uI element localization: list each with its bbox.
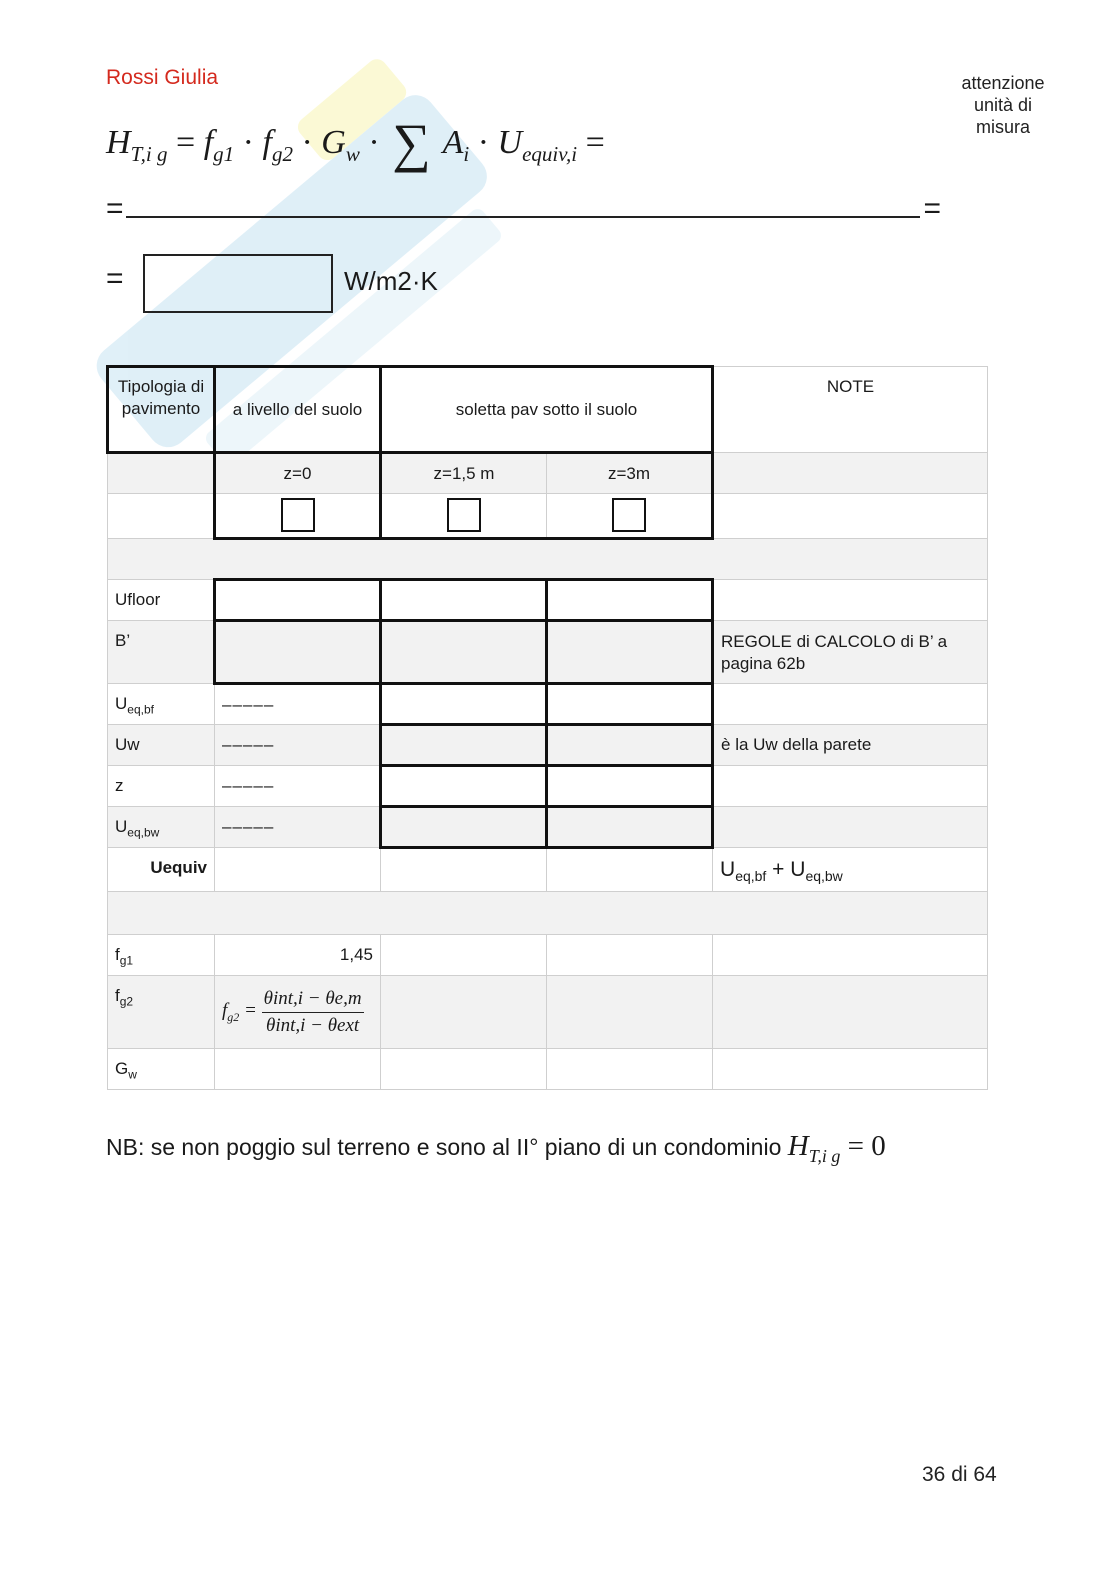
calculation-line: = =	[106, 192, 942, 225]
fg2-formula: $f_{g2}$ = $\frac{\text{θint,i − θe,m}}{\text{θint,i − θext}}$	[215, 976, 381, 1049]
fg1-value: 1,45	[215, 935, 381, 976]
uw-z15-cell[interactable]	[381, 725, 547, 766]
table-row	[108, 580, 988, 621]
ufloor-z0-cell[interactable]	[215, 580, 381, 621]
uequiv-z0-cell[interactable]	[215, 848, 381, 892]
row-label-uequiv: Uequiv	[108, 848, 215, 892]
row-label-ufloor: Ufloor	[108, 580, 215, 621]
depth-z15: z=1,5 m	[381, 453, 547, 494]
checkbox-z0[interactable]	[281, 498, 315, 532]
row-label-uw: Uw	[108, 725, 215, 766]
ueqbw-z3-cell[interactable]	[547, 807, 713, 848]
checkbox-z15[interactable]	[447, 498, 481, 532]
result-equals: =	[106, 262, 124, 295]
note-b-rules: REGOLE di CALCOLO di B’ a pagina 62b	[713, 621, 988, 684]
uequiv-z3-cell[interactable]	[547, 848, 713, 892]
ufloor-z3-cell[interactable]	[547, 580, 713, 621]
table-row	[108, 935, 988, 976]
uequiv-z15-cell[interactable]	[381, 848, 547, 892]
dash-placeholder: –––––	[215, 766, 381, 807]
result-unit: W/m2·K	[344, 266, 438, 296]
b-z0-cell[interactable]	[215, 621, 381, 684]
note-uequiv-sum: $U_{eq,bf} + U_{eq,bw}$	[713, 848, 988, 892]
table-row	[108, 494, 988, 539]
floor-type-table	[106, 365, 988, 1090]
z-z15-cell[interactable]	[381, 766, 547, 807]
table-row	[108, 848, 988, 892]
checkbox-z3[interactable]	[612, 498, 646, 532]
depth-z0: z=0	[215, 453, 381, 494]
table-row	[108, 621, 988, 684]
spacer-row	[108, 892, 988, 935]
header-livello: a livello del suolo	[215, 367, 381, 453]
table-row	[108, 807, 988, 848]
row-label-ueqbf: $U_{eq,bf}$	[108, 684, 215, 725]
result-input-box[interactable]	[143, 254, 333, 313]
header-tipologia: Tipologia di pavimento	[108, 367, 215, 453]
row-label-fg1: $f_{g1}$	[108, 935, 215, 976]
ueqbw-z15-cell[interactable]	[381, 807, 547, 848]
page-number: 36 di 64	[922, 1463, 997, 1486]
table-row	[108, 766, 988, 807]
dash-placeholder: –––––	[215, 807, 381, 848]
blank-rule	[126, 202, 920, 218]
dash-placeholder: –––––	[215, 684, 381, 725]
row-label-z: z	[108, 766, 215, 807]
table-header-row	[108, 367, 988, 453]
note-uw: è la Uw della parete	[713, 725, 988, 766]
heat-loss-formula: $H_{T,i g} = f_{g1} \cdot f_{g2} \cdot G_w$ · ∑ $A_i \cdot U_{equiv,i}$ =	[106, 113, 605, 173]
footnote-nb: NB: se non poggio sul terreno e sono al II° piano di un condominio $H_{T,i g} = 0$	[106, 1130, 886, 1166]
dash-placeholder: –––––	[215, 725, 381, 766]
header-note: NOTE	[713, 367, 988, 453]
table-row	[108, 1049, 988, 1090]
uw-z3-cell[interactable]	[547, 725, 713, 766]
spacer-row	[108, 539, 988, 580]
table-row	[108, 976, 988, 1049]
table-row	[108, 725, 988, 766]
author-name: Rossi Giulia	[106, 66, 219, 89]
units-warning-note: attenzione unità di misura	[961, 73, 1045, 137]
b-z15-cell[interactable]	[381, 621, 547, 684]
row-label-gw: $G_w$	[108, 1049, 215, 1090]
z-z3-cell[interactable]	[547, 766, 713, 807]
row-label-fg2: $f_{g2}$	[108, 976, 215, 1049]
ueqbf-z15-cell[interactable]	[381, 684, 547, 725]
table-row	[108, 453, 988, 494]
depth-z3: z=3m	[547, 453, 713, 494]
b-z3-cell[interactable]	[547, 621, 713, 684]
row-label-b: B’	[108, 621, 215, 684]
ufloor-z15-cell[interactable]	[381, 580, 547, 621]
table-row	[108, 684, 988, 725]
header-soletta: soletta pav sotto il suolo	[381, 367, 713, 453]
ueqbf-z3-cell[interactable]	[547, 684, 713, 725]
row-label-ueqbw: $U_{eq,bw}$	[108, 807, 215, 848]
